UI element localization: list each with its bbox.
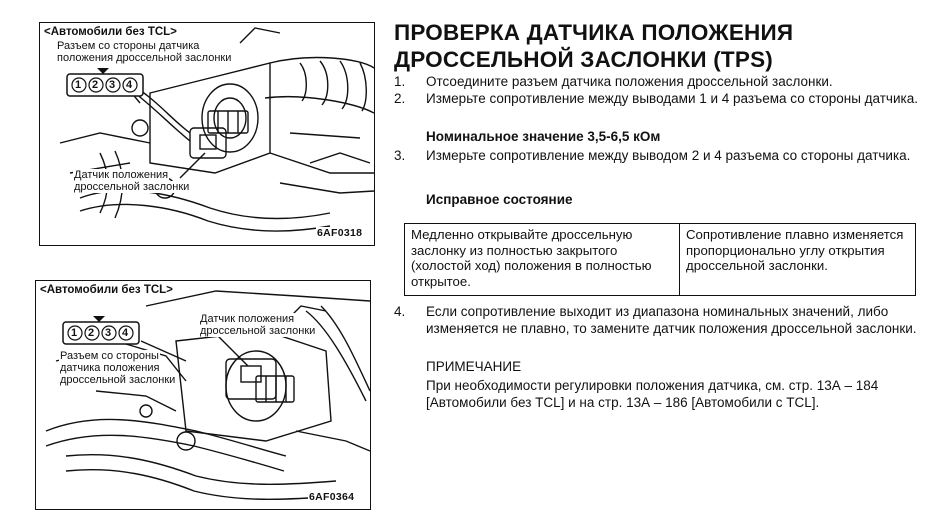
- step-2-number: 2.: [394, 91, 406, 106]
- figure-2-header: <Автомобили без TCL>: [40, 284, 173, 296]
- figure-1-pin-1: 1: [75, 79, 82, 91]
- condition-action-cell: Медленно открывайте дроссельную заслонку из полностью закрытого (холостой ход) положения в полностью открытое.: [405, 224, 680, 296]
- step-1-number: 1.: [394, 74, 406, 89]
- nominal-value: Номинальное значение 3,5-6,5 кОм: [426, 129, 661, 144]
- table-row: [405, 224, 916, 296]
- figure-1-sensor-label-line2: дроссельной заслонки: [74, 181, 190, 193]
- note-text: При необходимости регулировки положения датчика, см. стр. 13А – 184 [Автомобили без TCL] и на стр. 13А – 186 [Автомобили с TCL].: [426, 378, 879, 410]
- figure-2-connector-label-line1: Разъем со стороны: [60, 350, 159, 362]
- step-4-text: Если сопротивление выходит из диапазона номинальных значений, либо изменяется не плавно, то замените датчик положения дроссельной заслонки.: [426, 304, 917, 336]
- figure-1: [39, 22, 375, 246]
- figure-1-pin-4: 4: [126, 79, 133, 91]
- condition-result-cell: Сопротивление плавно изменяется пропорционально углу открытия дроссельной заслонки.: [680, 224, 916, 296]
- figure-2-sensor-label-line2: дроссельной заслонки: [200, 325, 316, 337]
- step-3-text: Измерьте сопротивление между выводом 2 и 4 разъема со стороны датчика.: [426, 148, 911, 163]
- condition-table: [404, 223, 916, 296]
- figure-2-pin-1: 1: [71, 327, 78, 339]
- figure-2-pin-2: 2: [88, 327, 95, 339]
- figure-1-connector-label-line2: положения дроссельной заслонки: [57, 52, 232, 64]
- step-2-text: Измерьте сопротивление между выводами 1 и 4 разъема со стороны датчика.: [426, 91, 918, 106]
- figure-2-connector-label-line2: датчика положения: [60, 362, 160, 374]
- figure-1-sensor-label-line1: Датчик положения: [74, 169, 169, 181]
- figure-1-pin-3: 3: [109, 79, 116, 91]
- page-title-line1: ПРОВЕРКА ДАТЧИКА ПОЛОЖЕНИЯ: [394, 20, 794, 45]
- step-3-number: 3.: [394, 148, 406, 163]
- figure-2: [35, 280, 371, 510]
- step-1-text: Отсоедините разъем датчика положения дроссельной заслонки.: [426, 74, 833, 89]
- figure-1-code: 6AF0318: [317, 227, 363, 239]
- figure-2-pin-4: 4: [122, 327, 129, 339]
- note-label: ПРИМЕЧАНИЕ: [426, 359, 522, 374]
- figure-1-pin-2: 2: [92, 79, 99, 91]
- figure-2-pin-3: 3: [105, 327, 112, 339]
- figure-2-code: 6AF0364: [309, 491, 355, 503]
- figure-2-sensor-label-line1: Датчик положения: [200, 313, 295, 325]
- figure-2-connector-label-line3: дроссельной заслонки: [60, 374, 176, 386]
- page-title-line2: ДРОССЕЛЬНОЙ ЗАСЛОНКИ (TPS): [394, 47, 773, 72]
- figure-1-connector-label-line1: Разъем со стороны датчика: [57, 40, 200, 52]
- figure-1-header: <Автомобили без TCL>: [44, 26, 177, 38]
- condition-heading: Исправное состояние: [426, 192, 573, 207]
- step-4-number: 4.: [394, 304, 406, 319]
